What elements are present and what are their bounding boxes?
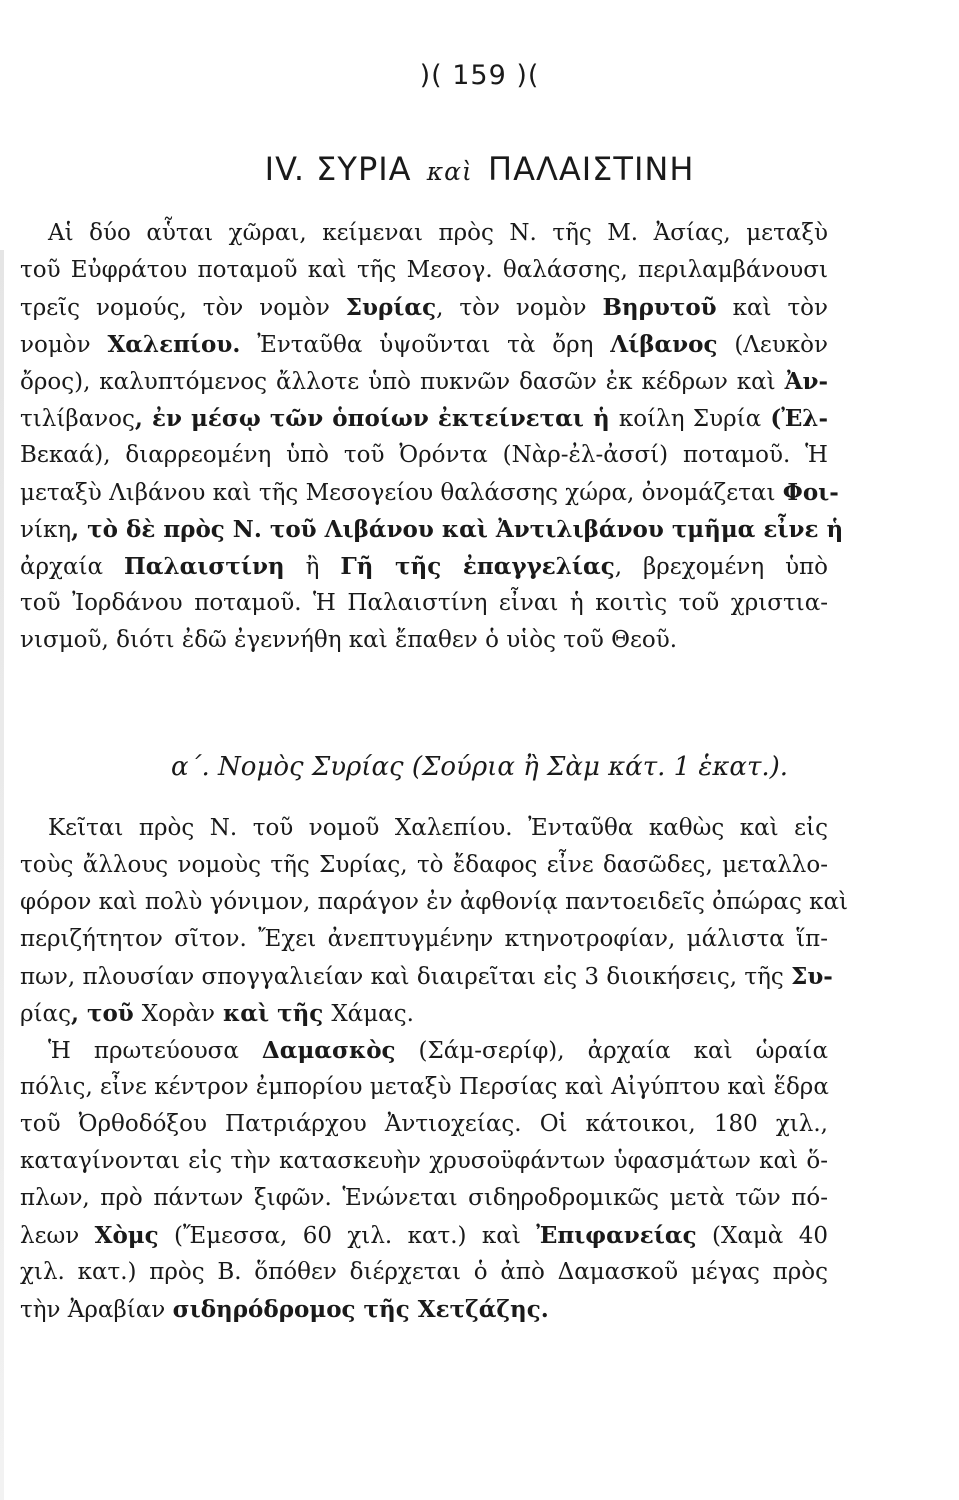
text-line: [20, 622, 828, 659]
text-line: [20, 958, 833, 995]
bold-term: Ἐπιφανείας: [536, 1222, 697, 1249]
text-line: [20, 511, 844, 548]
text-segment: Αἱ δύο αὗται χῶραι, κείμεναι πρὸς Ν. τῆς Μ. Ἀσίας, μεταξὺ: [48, 220, 828, 246]
text-line: [20, 847, 828, 884]
text-line: [20, 1143, 828, 1180]
text-line: [20, 1254, 828, 1291]
text-segment: πων, πλουσίαν σπογγαλιείαν καὶ διαιρεῖται εἰς 3 διοικήσεις, τῆς: [20, 964, 792, 990]
text-line: [20, 1106, 828, 1143]
text-segment: , βρεχομένη ὑπὸ: [614, 554, 829, 580]
paragraph-syria-palestine: [20, 215, 844, 659]
text-line: [20, 1217, 828, 1254]
chapter-title: [0, 150, 959, 188]
text-segment: τοὺς ἄλλους νομοὺς τῆς Συρίας, τὸ ἔδαφος εἶνε δασῶδες, μεταλλο-: [20, 852, 828, 878]
text-segment: κοίλη Συρία: [618, 406, 762, 432]
text-line: [20, 1291, 828, 1328]
bold-term: Δαμασκὸς: [261, 1037, 396, 1064]
text-segment: νισμοῦ, διότι ἐδῶ ἐγεννήθη καὶ ἔπαθεν ὁ υἱὸς τοῦ Θεοῦ.: [20, 627, 678, 653]
bold-term: , ἐν μέσῳ τῶν ὁποίων ἐκτείνεται ἡ: [134, 405, 619, 432]
paragraph-damascus: [20, 1032, 828, 1328]
text-segment: τοῦ Ἰορδάνου ποταμοῦ. Ἡ Παλαιστίνη εἶναι ἡ κοιτὶς τοῦ χριστια-: [20, 590, 828, 616]
text-segment: τρεῖς νομούς, τὸν νομὸν: [20, 295, 346, 321]
text-line: [20, 995, 828, 1032]
text-segment: , τὸν νομὸν: [436, 295, 603, 321]
text-segment: χιλ. κατ.) πρὸς Β. ὅπόθεν διέρχεται ὁ ἀπὸ Δαμασκοῦ μέγας πρὸς: [20, 1259, 828, 1285]
bold-term: Συρίας: [345, 294, 437, 321]
section-heading: α΄. Νομὸς Συρίας (Σούρια ἢ Σὰμ κάτ. 1 ἑκατ.).: [170, 752, 789, 782]
text-segment: Ἡ πρωτεύουσα: [48, 1038, 262, 1064]
text-segment: ἢ: [284, 554, 341, 580]
bold-term: , τοῦ: [70, 1000, 142, 1027]
text-segment: (Σάμ-σερίφ), ἀρχαία καὶ ὡραία: [395, 1038, 828, 1064]
text-segment: λεων: [20, 1223, 95, 1249]
text-segment: Χορὰν: [141, 1001, 216, 1027]
text-line: [20, 921, 828, 958]
text-line: [20, 548, 828, 585]
bold-term: Χαλεπίου.: [107, 331, 241, 358]
text-segment: τοῦ Ὀρθοδόξου Πατριάρχου Ἀντιοχείας. Οἱ κάτοικοι, 180 χιλ.,: [20, 1111, 828, 1137]
text-segment: τιλίβανος: [20, 406, 135, 432]
text-line: [20, 437, 828, 474]
text-segment: φόρον καὶ πολὺ γόνιμον, παράγον ἐν ἀφθονίᾳ παντοειδεῖς ὀπώρας καὶ: [20, 889, 849, 915]
text-line: [20, 326, 828, 363]
chapter-title-main: IV. ΣΥΡΙΑ: [264, 150, 412, 188]
page-edge-shadow: [0, 250, 4, 1500]
text-segment: ρίας: [20, 1001, 71, 1027]
text-line: [20, 585, 828, 622]
text-segment: νομὸν: [20, 332, 108, 358]
text-segment: ἀρχαία: [20, 554, 125, 580]
bold-term: Χὸμς: [94, 1222, 159, 1249]
text-segment: Κεῖται πρὸς Ν. τοῦ νομοῦ Χαλεπίου. Ἐνταῦθα καθὼς καὶ εἰς: [48, 815, 828, 841]
text-segment: τοῦ Εὐφράτου ποταμοῦ καὶ τῆς Μεσογ. θαλάσσης, περιλαμβάνουσι: [20, 257, 828, 283]
text-segment: μεταξὺ Λιβάνου καὶ τῆς Μεσογείου θαλάσσης χώρα, ὀνομάζεται: [20, 480, 783, 506]
bold-term: , τὸ δὲ πρὸς Ν. τοῦ Λιβάνου καὶ Ἀντιλιβάνου τμῆμα εἶνε ἡ: [71, 516, 844, 543]
text-line: [20, 252, 828, 289]
text-line: [20, 474, 839, 511]
text-segment: (Χαμὰ 40: [696, 1223, 829, 1249]
bold-term: Παλαιστίνη: [124, 553, 285, 580]
text-segment: περιζήτητον σῖτον. Ἔχει ἀνεπτυγμένην κτηνοτροφίαν, μάλιστα ἵπ-: [20, 926, 828, 952]
page-header: )( 159 )(: [419, 60, 540, 91]
text-segment: τὴν Ἀραβίαν: [20, 1297, 173, 1323]
text-line: [20, 289, 828, 326]
text-line: [20, 215, 828, 252]
text-segment: καὶ τὸν: [716, 295, 828, 321]
text-segment: Βεκαά), διαρρεομένη ὑπὸ τοῦ Ὀρόντα (Νὰρ-ἐλ-ἀσσί) ποταμοῦ. Ἡ: [20, 442, 828, 468]
bold-term: Φοι-: [782, 479, 839, 506]
bold-term: Βηρυτοῦ: [602, 294, 717, 321]
text-segment: πλων, πρὸ πάντων ξιφῶν. Ἑνώνεται σιδηροδρομικῶς μετὰ τῶν πό-: [20, 1185, 828, 1211]
bold-term: (Ἐλ-: [761, 405, 828, 432]
text-segment: (Λευκὸν: [717, 332, 829, 358]
chapter-title-rest: ΠΑΛΑΙΣΤΙΝΗ: [488, 150, 695, 188]
bold-term: σιδηρόδρομος τῆς Χετζάζης.: [172, 1296, 549, 1323]
text-segment: πόλις, εἶνε κέντρον ἐμπορίου μεταξὺ Περσίας καὶ Αἰγύπτου καὶ ἕδρα: [20, 1074, 829, 1100]
text-segment: (Ἔμεσσα, 60 χιλ. κατ.) καὶ: [158, 1223, 537, 1249]
paragraph-syria-province: [20, 810, 849, 1032]
text-line: [20, 1069, 828, 1106]
text-segment: ὄρος), καλυπτόμενος ἄλλοτε ὑπὸ πυκνῶν δασῶν ἐκ κέδρων καὶ: [20, 369, 785, 395]
text-line: [20, 363, 828, 400]
text-segment: νίκη: [20, 517, 72, 543]
text-line: [20, 884, 849, 921]
text-line: [20, 810, 828, 847]
text-segment: Ἐνταῦθα ὑψοῦνται τὰ ὄρη: [240, 332, 611, 358]
text-line: [20, 1180, 828, 1217]
bold-term: Ἀν-: [784, 368, 828, 395]
text-segment: Χάμας.: [331, 1001, 414, 1027]
text-line: [20, 1032, 828, 1069]
chapter-title-conjunction: καὶ: [426, 157, 473, 186]
text-line: [20, 400, 828, 437]
bold-term: Συ-: [791, 963, 833, 990]
bold-term: Λίβανος: [610, 331, 718, 358]
text-segment: καταγίνονται εἰς τὴν κατασκευὴν χρυσοϋφάντων ὑφασμάτων καὶ ὅ-: [20, 1148, 828, 1174]
bold-term: καὶ τῆς: [215, 1000, 332, 1027]
bold-term: Γῆ τῆς ἐπαγγελίας: [340, 553, 615, 580]
